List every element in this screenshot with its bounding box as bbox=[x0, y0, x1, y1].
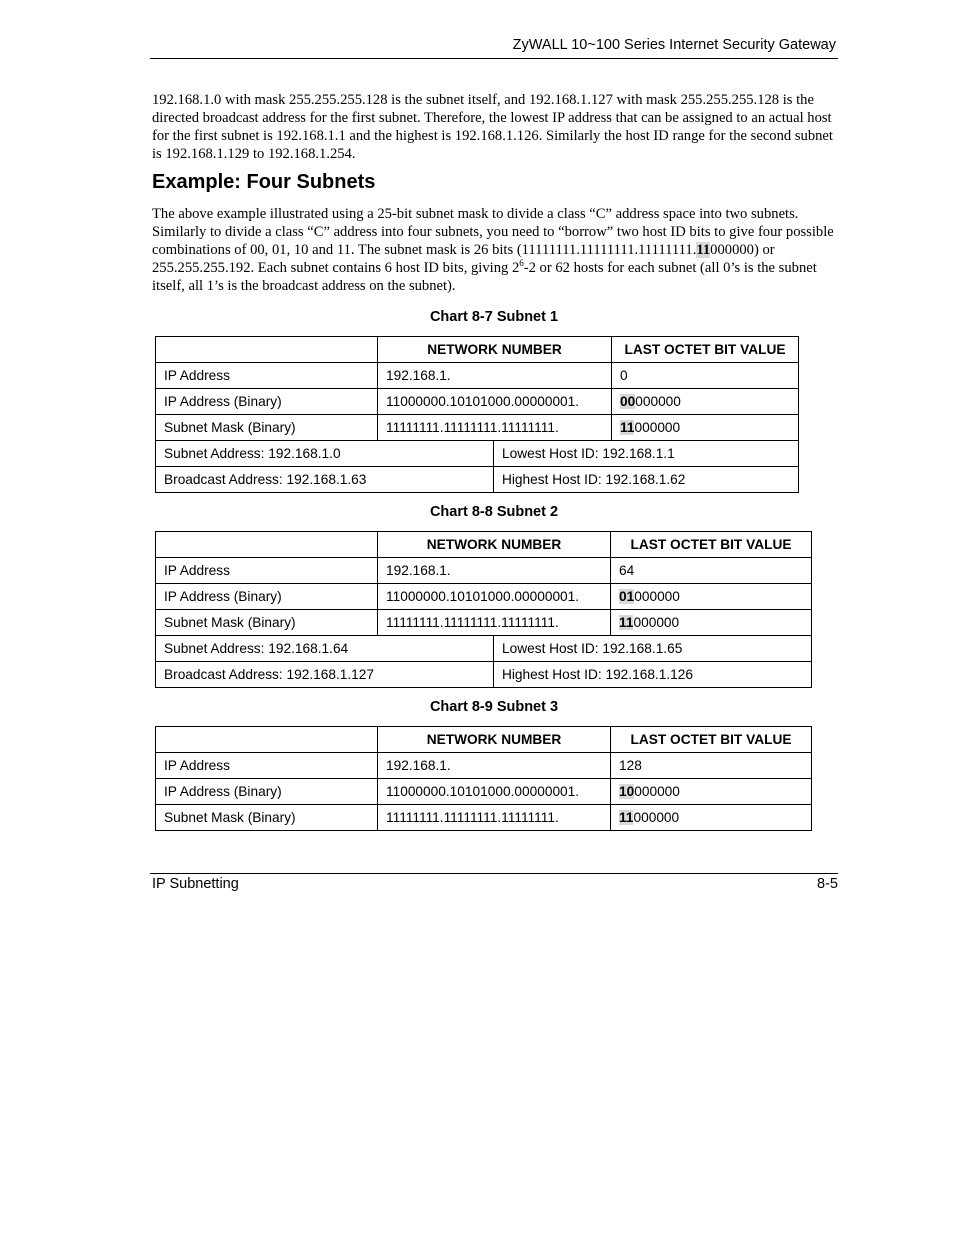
octet-bits-cell bbox=[611, 779, 812, 805]
table-row bbox=[156, 584, 812, 610]
table-row bbox=[156, 363, 799, 389]
summary-row bbox=[156, 662, 812, 688]
footer-section-title: IP Subnetting bbox=[152, 876, 239, 892]
network-cell: 192.168.1. bbox=[378, 558, 611, 584]
network-number-header: NETWORK NUMBER bbox=[378, 532, 611, 558]
borrowed-bits: 11 bbox=[619, 615, 634, 630]
table-header-row bbox=[156, 532, 812, 558]
borrowed-bits: 01 bbox=[619, 589, 635, 604]
row-label: IP Address bbox=[156, 558, 378, 584]
network-cell: 11000000.10101000.00000001. bbox=[378, 389, 612, 415]
row-label: IP Address (Binary) bbox=[156, 584, 378, 610]
header-title: ZyWALL 10~100 Series Internet Security Gateway bbox=[512, 37, 836, 53]
subnet-2-table bbox=[155, 531, 812, 688]
borrowed-bits: 00 bbox=[620, 394, 636, 409]
host-bits: 000000 bbox=[633, 615, 680, 630]
intro-paragraph: 192.168.1.0 with mask 255.255.255.128 is the subnet itself, and 192.168.1.127 with mask 255.255.255.128 is the directed broadcast address for the first subnet. Therefore, the lowest IP address that can be assigned to an actual host for the first subnet is 192.168.1.1 and the highest is 192.168.1.126. Similarly the host ID range for the second subnet is 192.168.1.129 to 192.168.1.254. bbox=[152, 92, 833, 162]
octet-value-cell: 0 bbox=[612, 363, 799, 389]
octet-bits-cell bbox=[611, 805, 812, 831]
network-number-header: NETWORK NUMBER bbox=[378, 727, 611, 753]
network-cell: 192.168.1. bbox=[378, 363, 612, 389]
octet-bits-cell bbox=[611, 584, 812, 610]
row-label: Subnet Mask (Binary) bbox=[156, 610, 378, 636]
last-octet-header: LAST OCTET BIT VALUE bbox=[612, 337, 799, 363]
network-cell: 11000000.10101000.00000001. bbox=[378, 584, 611, 610]
subnet-address-cell: Subnet Address: 192.168.1.0 bbox=[156, 441, 494, 467]
host-bits: 000000 bbox=[634, 784, 680, 799]
octet-bits-cell bbox=[611, 610, 812, 636]
subnet-3-table bbox=[155, 726, 812, 831]
network-cell: 11111111.11111111.11111111. bbox=[378, 610, 611, 636]
table-row bbox=[156, 805, 812, 831]
table-header-empty bbox=[156, 337, 378, 363]
lowest-host-cell: Lowest Host ID: 192.168.1.1 bbox=[494, 441, 799, 467]
table-row bbox=[156, 779, 812, 805]
footer-page-number: 8-5 bbox=[817, 876, 838, 892]
highest-host-cell: Highest Host ID: 192.168.1.126 bbox=[494, 662, 812, 688]
page-header bbox=[150, 36, 838, 59]
subnet-1-table bbox=[155, 336, 799, 493]
octet-bits-cell bbox=[612, 415, 799, 441]
example-text-part2: 000000) or 255.255.255.192. Each subnet contains 6 host ID bits, giving 2 bbox=[152, 242, 775, 276]
subnet-address-cell: Subnet Address: 192.168.1.64 bbox=[156, 636, 494, 662]
example-text-part1: The above example illustrated using a 25-bit subnet mask to divide a class “C” address space into two subnets. Similarly to divide a class “C” address into four subnets, you need to “borrow” two host ID bits to give four possible combinations of 00, 01, 10 and 11. The subnet mask is 26 bits (11111111.11111111.11111111. bbox=[152, 206, 834, 258]
table-header-row bbox=[156, 727, 812, 753]
chart-caption-subnet-1: Chart 8-7 Subnet 1 bbox=[429, 309, 559, 325]
octet-bits-cell bbox=[612, 389, 799, 415]
row-label: Subnet Mask (Binary) bbox=[156, 805, 378, 831]
broadcast-address-cell: Broadcast Address: 192.168.1.63 bbox=[156, 467, 494, 493]
row-label: Subnet Mask (Binary) bbox=[156, 415, 378, 441]
borrowed-bits: 11 bbox=[619, 810, 634, 825]
example-highlight-bits: 11 bbox=[696, 242, 711, 258]
table-header-row bbox=[156, 337, 799, 363]
row-label: IP Address (Binary) bbox=[156, 389, 378, 415]
host-bits: 000000 bbox=[634, 420, 681, 435]
broadcast-address-cell: Broadcast Address: 192.168.1.127 bbox=[156, 662, 494, 688]
example-exponent: 6 bbox=[519, 258, 524, 268]
network-cell: 11111111.11111111.11111111. bbox=[378, 415, 612, 441]
network-cell: 192.168.1. bbox=[378, 753, 611, 779]
last-octet-header: LAST OCTET BIT VALUE bbox=[611, 727, 812, 753]
table-row bbox=[156, 753, 812, 779]
table-header-empty bbox=[156, 532, 378, 558]
page-footer bbox=[150, 873, 838, 896]
octet-value-cell: 128 bbox=[611, 753, 812, 779]
network-number-header: NETWORK NUMBER bbox=[378, 337, 612, 363]
network-cell: 11111111.11111111.11111111. bbox=[378, 805, 611, 831]
octet-value-cell: 64 bbox=[611, 558, 812, 584]
row-label: IP Address bbox=[156, 753, 378, 779]
borrowed-bits: 10 bbox=[619, 784, 635, 799]
example-paragraph bbox=[152, 205, 840, 295]
lowest-host-cell: Lowest Host ID: 192.168.1.65 bbox=[494, 636, 812, 662]
table-header-empty bbox=[156, 727, 378, 753]
host-bits: 000000 bbox=[633, 810, 680, 825]
table-row bbox=[156, 558, 812, 584]
section-heading: Example: Four Subnets bbox=[152, 171, 376, 193]
host-bits: 000000 bbox=[635, 394, 681, 409]
table-row bbox=[156, 389, 799, 415]
borrowed-bits: 11 bbox=[620, 420, 635, 435]
network-cell: 11000000.10101000.00000001. bbox=[378, 779, 611, 805]
example-text-part3: -2 or 62 hosts for each subnet (all 0’s is the subnet itself, all 1’s is the broadcast address on the subnet). bbox=[152, 260, 817, 294]
table-row bbox=[156, 415, 799, 441]
host-bits: 000000 bbox=[634, 589, 680, 604]
summary-row bbox=[156, 441, 799, 467]
table-row bbox=[156, 610, 812, 636]
summary-row bbox=[156, 636, 812, 662]
last-octet-header: LAST OCTET BIT VALUE bbox=[611, 532, 812, 558]
summary-row bbox=[156, 467, 799, 493]
chart-caption-subnet-3: Chart 8-9 Subnet 3 bbox=[429, 699, 559, 715]
highest-host-cell: Highest Host ID: 192.168.1.62 bbox=[494, 467, 799, 493]
row-label: IP Address bbox=[156, 363, 378, 389]
chart-caption-subnet-2: Chart 8-8 Subnet 2 bbox=[429, 504, 559, 520]
row-label: IP Address (Binary) bbox=[156, 779, 378, 805]
